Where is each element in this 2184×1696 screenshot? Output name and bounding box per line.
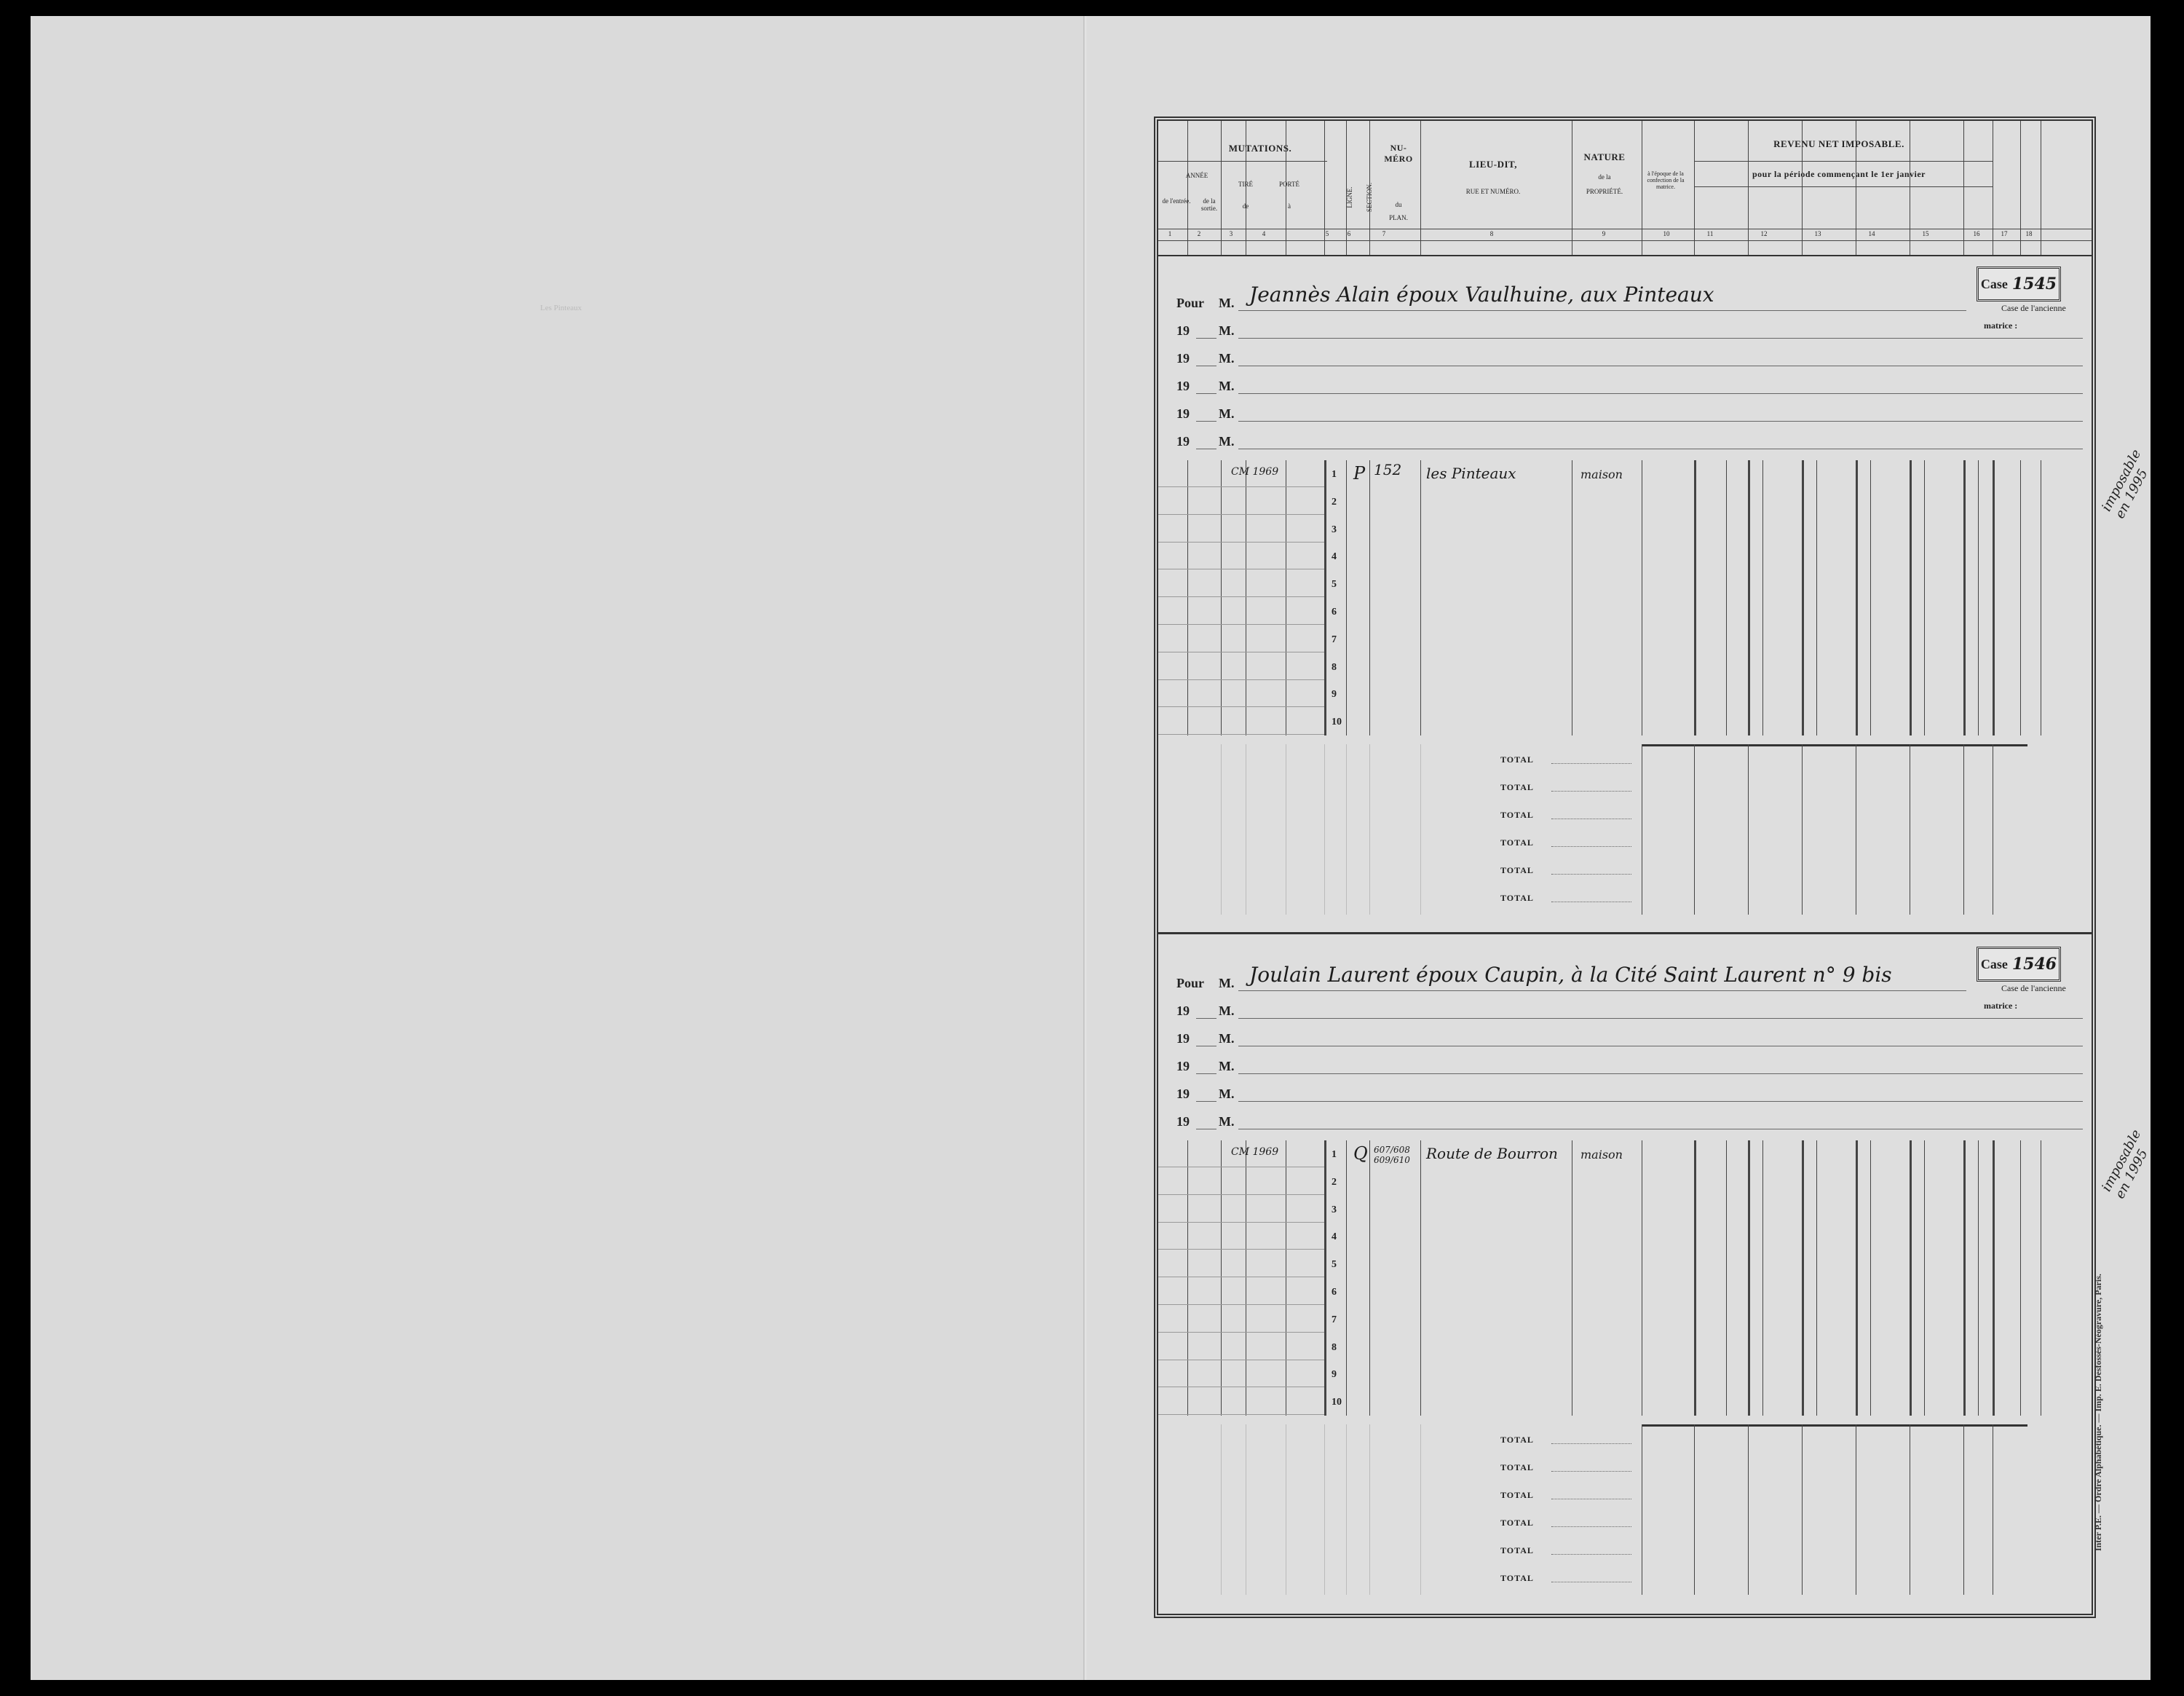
line-number: 7 [1332,1314,1337,1325]
register-entry [1158,255,2092,934]
case-box: Case 1545 [1977,267,2061,301]
ancienne-label: Case de l'ancienne [2001,303,2066,313]
year-prefix: 19 [1176,1086,1190,1101]
total-label: TOTAL [1500,1490,1534,1500]
column-number: 6 [1347,230,1351,237]
margin-note: imposable en 1995 [2099,446,2151,521]
line-number: 1 [1332,1149,1337,1160]
year-prefix: 19 [1176,1003,1190,1018]
monsieur-label: M. [1219,1114,1235,1129]
mutations-heading: MUTATIONS. [1228,143,1292,154]
monsieur-label: M. [1219,1086,1235,1101]
year-prefix: 19 [1176,406,1190,421]
pour-label: Pour [1176,296,1204,310]
printer-imprint: Inter P.E. — Ordre Alphabétique. — Imp. E. Desfossés-Néogravure, Paris. [2093,1274,2103,1551]
monsieur-label: M. [1219,296,1235,310]
column-number: 16 [1973,230,1980,237]
lieu-dit-value: les Pinteaux [1426,465,1516,482]
ancienne-label: Case de l'ancienne [2001,983,2066,993]
total-label: TOTAL [1500,865,1534,875]
column-number: 2 [1197,230,1201,237]
column-number: 9 [1602,230,1606,237]
table-header: MUTATIONS. ANNÉE de l'entrée. de la sortie. TIRÉ de PORTÉ à LIGNE. SECTION. NU-MÉRO du PLAN. LIEU-DIT, RUE ET NUMÉRO. NATURE de la PROPRIÉTÉ. à l'époque de la confection de la matrice. REVENU NET IMPOSABLE. pour la période commençant le 1er janvier 1 2 3 4 5 6 7 8 9 10 11 12 13 14 15 16 17 18 [1158,121,2092,256]
nature-value: maison [1580,468,1623,481]
column-number: 15 [1922,230,1929,237]
total-label: TOTAL [1500,1435,1534,1445]
year-prefix: 19 [1176,1114,1190,1129]
revenu-heading: REVENU NET IMPOSABLE. [1773,138,1904,149]
total-label: TOTAL [1500,754,1534,765]
column-number: 10 [1663,230,1670,237]
case-number: 1545 [2011,275,2057,293]
nature-value: maison [1580,1148,1623,1161]
line-number: 10 [1332,1397,1342,1408]
column-number: 4 [1262,230,1266,237]
line-number: 10 [1332,717,1342,728]
line-number: 4 [1332,551,1337,563]
margin-note: imposable en 1995 [2099,1127,2151,1202]
section-value: Q [1353,1143,1368,1164]
column-number: 14 [1868,230,1875,237]
monsieur-label: M. [1219,406,1235,421]
year-prefix: 19 [1176,379,1190,393]
line-number: 7 [1332,634,1337,645]
line-number: 3 [1332,524,1337,535]
column-number: 12 [1760,230,1768,237]
column-number: 17 [2001,230,2008,237]
monsieur-label: M. [1219,379,1235,393]
year-prefix: 19 [1176,1059,1190,1073]
monsieur-label: M. [1219,1059,1235,1073]
column-number: 5 [1325,230,1329,237]
line-number: 3 [1332,1204,1337,1215]
line-number: 2 [1332,496,1337,508]
tire-value: CM 1969 [1231,466,1279,478]
monsieur-label: M. [1219,1031,1235,1046]
column-number: 3 [1229,230,1233,237]
owner-name: Joulain Laurent époux Caupin, à la Cité Saint Laurent n° 9 bis [1249,963,1892,987]
tire-value: CM 1969 [1231,1146,1279,1158]
monsieur-label: M. [1219,323,1235,338]
register-entry [1158,935,2092,1612]
column-number: 1 [1168,230,1172,237]
monsieur-label: M. [1219,1003,1235,1018]
lieu-dit-value: Route de Bourron [1426,1145,1558,1162]
matrice-label: matrice : [1984,1001,2018,1011]
line-number: 4 [1332,1231,1337,1243]
total-label: TOTAL [1500,1545,1534,1555]
section-value: P [1353,463,1366,484]
faint-text: Les Pinteaux [540,304,582,312]
column-number: 8 [1489,230,1494,237]
line-number: 8 [1332,661,1337,673]
column-number: 13 [1814,230,1821,237]
year-prefix: 19 [1176,1031,1190,1046]
line-number: 5 [1332,579,1337,591]
year-prefix: 19 [1176,351,1190,366]
year-prefix: 19 [1176,434,1190,449]
owner-name: Jeannès Alain époux Vaulhuine, aux Pinteaux [1249,283,1714,307]
case-number: 1546 [2011,955,2057,974]
line-number: 9 [1332,1369,1337,1381]
line-number: 1 [1332,469,1337,480]
line-number: 5 [1332,1259,1337,1271]
total-label: TOTAL [1500,1573,1534,1583]
monsieur-label: M. [1219,976,1235,990]
total-label: TOTAL [1500,1518,1534,1528]
total-label: TOTAL [1500,810,1534,820]
plan-number-value: 607/608 609/610 [1374,1145,1410,1165]
total-label: TOTAL [1500,1462,1534,1472]
matrice-label: matrice : [1984,320,2018,331]
monsieur-label: M. [1219,351,1235,366]
year-prefix: 19 [1176,323,1190,338]
column-number: 18 [2025,230,2033,237]
column-number: 11 [1706,230,1714,237]
line-number: 9 [1332,689,1337,701]
plan-number-value: 152 [1374,461,1402,478]
pour-label: Pour [1176,976,1204,990]
register-frame [1154,117,2096,1618]
line-number: 2 [1332,1176,1337,1188]
case-box: Case 1546 [1977,947,2061,982]
line-number: 6 [1332,607,1337,618]
total-label: TOTAL [1500,893,1534,903]
total-label: TOTAL [1500,782,1534,792]
left-page [31,16,1086,1680]
column-number: 7 [1382,230,1386,237]
line-number: 6 [1332,1287,1337,1298]
line-number: 8 [1332,1341,1337,1353]
monsieur-label: M. [1219,434,1235,449]
total-label: TOTAL [1500,837,1534,848]
